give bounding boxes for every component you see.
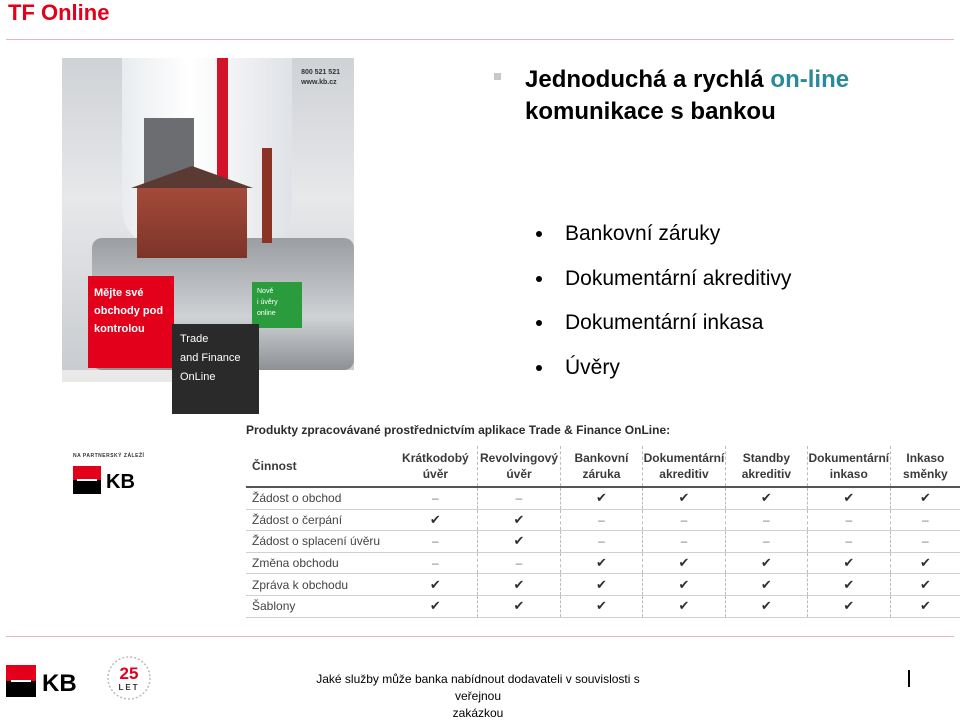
table-cell: [807, 487, 890, 509]
check-icon: ✔: [513, 576, 525, 592]
column-header: [394, 446, 478, 487]
dark-box-line: Trade: [180, 333, 209, 345]
dash-icon: –: [598, 534, 605, 549]
headline-accent: on-line: [770, 66, 850, 93]
check-icon: ✔: [513, 598, 525, 614]
table-cell: [394, 552, 478, 574]
header-line: Krátkodobý: [402, 451, 469, 465]
table-cell: [394, 574, 478, 596]
check-icon: ✔: [760, 555, 772, 571]
table-cell: [394, 487, 478, 509]
header-line: Dokumentární: [808, 451, 890, 465]
table-row: [246, 531, 960, 553]
logo-black-block: [73, 480, 101, 494]
red-box-line: Mějte své: [94, 287, 144, 299]
table-row: [246, 487, 960, 509]
check-icon: ✔: [843, 576, 855, 592]
column-header: [642, 446, 725, 487]
table-cell: [725, 531, 807, 553]
check-icon: ✔: [596, 490, 607, 506]
check-icon: ✔: [678, 598, 690, 614]
page-marker: [908, 670, 910, 687]
table-cell: [890, 487, 960, 509]
brochure-green-box: [252, 282, 302, 328]
green-box-line: Nově: [257, 288, 274, 295]
table-cell: [807, 574, 890, 596]
row-label: Zpráva k obchodu: [246, 574, 394, 596]
slide-title: TF Online: [8, 0, 110, 25]
table-cell: [642, 531, 725, 553]
table-cell: [560, 531, 642, 553]
check-icon: ✔: [596, 555, 607, 571]
list-item: [534, 301, 791, 346]
header-line: Dokumentární: [643, 451, 725, 465]
footer-line: Jaké služby může banka nabídnout dodavateli v souvislosti s veřejnou: [316, 672, 640, 703]
table-cell: [478, 509, 561, 531]
table-cell: [478, 531, 561, 553]
table-cell: [642, 509, 725, 531]
table-cell: [725, 487, 807, 509]
table-cell: [725, 509, 807, 531]
table-cell: [478, 595, 561, 617]
table-cell: [890, 574, 960, 596]
column-header: [478, 446, 561, 487]
green-box-line: online: [257, 310, 276, 317]
logo-red-block: [73, 466, 101, 480]
dash-icon: –: [432, 534, 439, 549]
kb-logo: [6, 665, 90, 697]
table-cell: [642, 552, 725, 574]
dash-icon: –: [845, 534, 853, 549]
green-box-line: i úvěry: [257, 299, 278, 306]
logo-red-block: [6, 665, 36, 681]
anniversary-label: LET: [118, 683, 140, 692]
dash-icon: –: [598, 512, 605, 527]
table-cell: [725, 574, 807, 596]
dash-icon: –: [763, 534, 770, 549]
table-cell: [807, 552, 890, 574]
dash-icon: –: [922, 512, 929, 527]
table-cell: [560, 487, 642, 509]
brochure-red-box: [88, 276, 174, 368]
table-cell: [725, 595, 807, 617]
top-divider: [6, 39, 954, 40]
logo-white-bar: [77, 479, 97, 481]
partner-logo-text: KB: [106, 471, 135, 493]
check-icon: ✔: [596, 598, 607, 614]
table-row: [246, 595, 960, 617]
table-cell: [725, 552, 807, 574]
table-cell: [890, 531, 960, 553]
check-icon: ✔: [843, 490, 855, 506]
row-label: Změna obchodu: [246, 552, 394, 574]
dash-icon: –: [680, 534, 688, 549]
brochure-contact: [301, 68, 340, 88]
house-illustration: [137, 188, 247, 258]
brochure-dark-box: [172, 324, 259, 414]
check-icon: ✔: [919, 576, 931, 592]
check-icon: ✔: [919, 598, 931, 614]
header-line: Činnost: [252, 459, 297, 473]
column-header: [890, 446, 960, 487]
table-cell: [560, 574, 642, 596]
table-cell: [642, 574, 725, 596]
check-icon: ✔: [513, 511, 525, 527]
list-item-label: Úvěry: [565, 355, 620, 379]
table-cell: [478, 552, 561, 574]
table-cell: [890, 509, 960, 531]
list-item: [534, 346, 791, 391]
table-body: [246, 487, 960, 617]
headline: [494, 64, 934, 128]
header-line: akreditiv: [659, 467, 709, 481]
footer-line: zakázkou: [452, 706, 504, 720]
red-box-line: kontrolou: [94, 323, 145, 335]
bullet-dot-icon: [536, 365, 542, 371]
table-cell: [478, 487, 561, 509]
header-line: Inkaso: [906, 451, 945, 465]
red-box-line: obchody pod: [94, 305, 164, 317]
dash-icon: –: [922, 534, 929, 549]
check-icon: ✔: [760, 576, 772, 592]
header-line: Revolvingový: [479, 451, 559, 465]
logo-black-block: [6, 681, 36, 697]
table-cell: [394, 531, 478, 553]
header-line: úvěr: [506, 467, 532, 481]
check-icon: ✔: [596, 576, 607, 592]
column-header: [246, 446, 394, 487]
service-list: [534, 212, 791, 390]
table-cell: [478, 574, 561, 596]
brochure-phone: 800 521 521: [301, 69, 340, 76]
bottom-divider: [6, 636, 954, 637]
dark-box-line: OnLine: [180, 371, 216, 383]
chimney-illustration: [262, 148, 272, 243]
header-line: úvěr: [422, 467, 449, 481]
anniversary-number: 25: [119, 664, 139, 683]
check-icon: ✔: [429, 598, 441, 614]
dash-icon: –: [515, 556, 523, 571]
table-cell: [890, 595, 960, 617]
table-row: [246, 574, 960, 596]
check-icon: ✔: [760, 598, 772, 614]
dash-icon: –: [432, 556, 439, 571]
row-label: Žádost o splacení úvěru: [246, 531, 394, 553]
logo-white-bar: [11, 680, 31, 682]
bullet-dot-icon: [536, 276, 542, 282]
table-cell: [807, 531, 890, 553]
list-item: [534, 212, 791, 257]
list-item-label: Bankovní záruky: [565, 222, 721, 245]
table-cell: [642, 595, 725, 617]
bullet-dot-icon: [536, 231, 542, 237]
dash-icon: –: [763, 512, 770, 527]
brochure-shadow-strip: [62, 370, 172, 382]
check-icon: ✔: [919, 490, 931, 506]
check-icon: ✔: [678, 490, 690, 506]
table-cell: [560, 509, 642, 531]
list-item: [534, 257, 791, 302]
headline-text: [525, 64, 934, 128]
check-icon: ✔: [760, 490, 772, 506]
footer-logo-text: KB: [42, 670, 77, 697]
square-bullet-icon: [494, 73, 501, 80]
check-icon: ✔: [678, 576, 690, 592]
list-item-label: Dokumentární akreditivy: [565, 266, 792, 290]
anniversary-badge: [104, 655, 154, 701]
table-row: [246, 552, 960, 574]
header-line: záruka: [582, 467, 621, 481]
row-label: Žádost o čerpání: [246, 509, 394, 531]
dark-box-line: and Finance: [180, 352, 241, 364]
table-row: [246, 509, 960, 531]
header-line: inkaso: [829, 467, 868, 481]
table-cell: [807, 595, 890, 617]
check-icon: ✔: [919, 555, 931, 571]
column-header: [560, 446, 642, 487]
check-icon: ✔: [429, 511, 441, 527]
table-cell: [394, 595, 478, 617]
column-header: [725, 446, 807, 487]
products-table: [246, 446, 960, 618]
headline-part2: komunikace s bankou: [525, 98, 776, 125]
header-line: Standby: [742, 451, 791, 465]
partner-label: NA PARTNERSKÝ ZÁLEŽÍ: [73, 453, 145, 459]
dash-icon: –: [845, 512, 853, 527]
table-cell: [807, 509, 890, 531]
column-header: [807, 446, 890, 487]
row-label: Šablony: [246, 595, 394, 617]
table-cell: [560, 552, 642, 574]
list-item-label: Dokumentární inkasa: [565, 311, 764, 334]
check-icon: ✔: [843, 598, 855, 614]
check-icon: ✔: [843, 555, 855, 571]
dash-icon: –: [680, 512, 688, 527]
check-icon: ✔: [678, 555, 690, 571]
kb-partner-logo: [73, 466, 141, 494]
dash-icon: –: [515, 491, 523, 506]
bullet-dot-icon: [536, 320, 542, 326]
table-cell: [560, 595, 642, 617]
check-icon: ✔: [513, 533, 525, 549]
footer-caption: [294, 671, 662, 722]
header-line: směnky: [903, 467, 948, 481]
table-header-row: [246, 446, 960, 487]
header-line: akreditiv: [741, 467, 792, 481]
table-cell: [642, 487, 725, 509]
row-label: Žádost o obchod: [246, 487, 394, 509]
header-line: Bankovní: [574, 451, 629, 465]
table-cell: [394, 509, 478, 531]
table-cell: [890, 552, 960, 574]
brochure-web: www.kb.cz: [301, 79, 337, 86]
dash-icon: –: [432, 491, 439, 506]
headline-part1: Jednoduchá a rychlá: [525, 66, 771, 93]
check-icon: ✔: [429, 576, 441, 592]
table-title: Produkty zpracovávané prostřednictvím aplikace Trade & Finance OnLine:: [246, 423, 671, 437]
